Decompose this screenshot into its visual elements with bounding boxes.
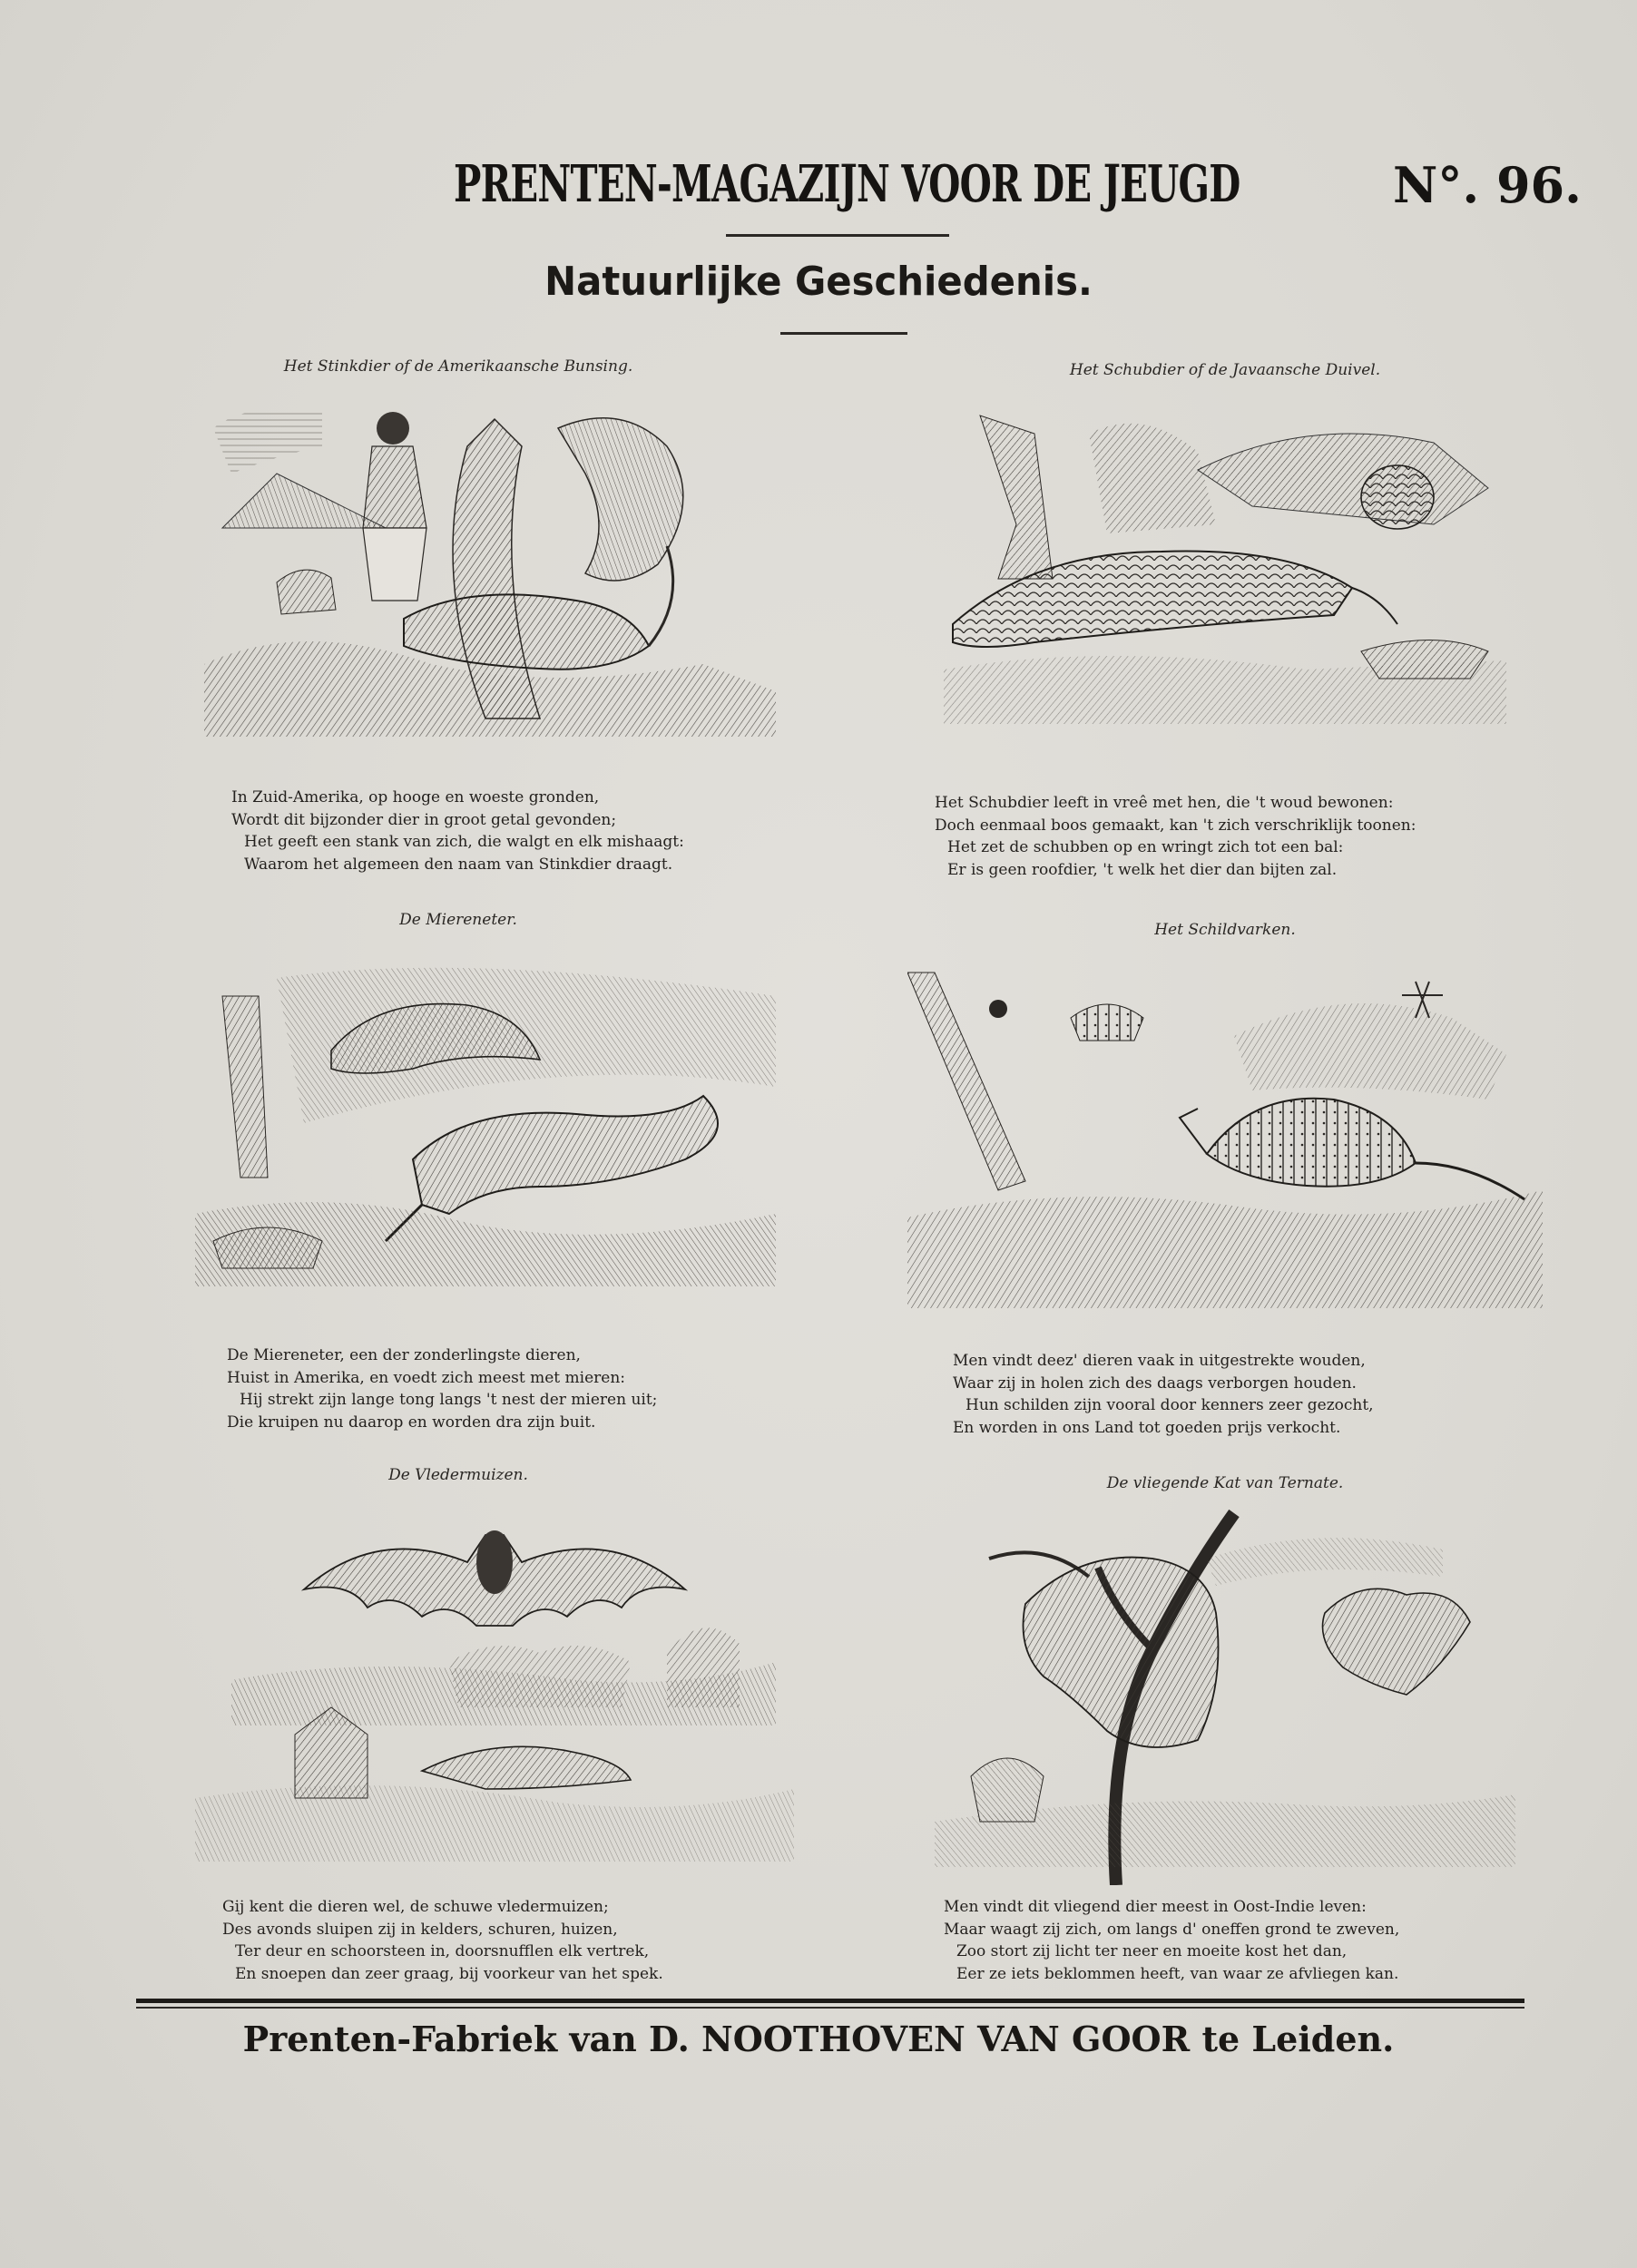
title-rule — [726, 234, 949, 237]
panel-vledermuizen — [177, 1461, 812, 1996]
panel-schildvarken — [907, 907, 1543, 1452]
panel-caption: Het Stinkdier of de Amerikaansche Bunsing. — [283, 357, 633, 376]
verse-line: Het zet de schubben op en wringt zich tot een bal: — [947, 838, 1344, 856]
verse-line: En worden in ons Land tot goeden prijs verkocht. — [953, 1418, 1341, 1437]
panel-caption: Het Schubdier of de Javaansche Duivel. — [1069, 361, 1381, 379]
verse-line: Het Schubdier leeft in vreê met hen, die 't woud bewonen: — [935, 794, 1394, 812]
panel-verse — [935, 792, 1570, 881]
header — [0, 154, 1637, 218]
panel-caption: Het Schildvarken. — [1154, 921, 1296, 939]
verse-line: Zoo stort zij licht ter neer en moeite kost het dan, — [956, 1942, 1348, 1960]
subtitle: Natuurlijke Geschiedenis. — [544, 259, 1093, 305]
verse-line: Het geeft een stank van zich, die walgt en elk mishaagt: — [244, 833, 684, 851]
subtitle-rule — [780, 332, 907, 335]
verse-line: Huist in Amerika, en voedt zich meest met mieren: — [227, 1368, 626, 1387]
pangolin-engraving — [907, 397, 1543, 778]
panel-schubdier — [907, 354, 1543, 889]
verse-line: Die kruipen nu daarop en worden dra zijn buit. — [227, 1413, 596, 1432]
armadillo-engraving — [907, 954, 1543, 1326]
verse-line: De Miereneter, een der zonderlingste dieren, — [227, 1346, 581, 1364]
verse-line: Doch eenmaal boos gemaakt, kan 't zich verschriklijk toonen: — [935, 816, 1416, 835]
verse-line: Des avonds sluipen zij in kelders, schuren, huizen, — [222, 1920, 618, 1939]
verse-line: Hun schilden zijn vooral door kenners zeer gezocht, — [966, 1396, 1374, 1414]
verse-line: Waarom het algemeen den naam van Stinkdier draagt. — [244, 855, 673, 874]
verse-line: Er is geen roofdier, 't welk het dier dan bijten zal. — [947, 860, 1338, 879]
publisher-imprint: Prenten-Fabriek van D. NOOTHOVEN VAN GOOR te Leiden. — [242, 2019, 1395, 2059]
panel-verse — [944, 1896, 1579, 1985]
panel-verse — [227, 1344, 862, 1433]
panel-miereneter — [177, 907, 812, 1442]
verse-line: Eer ze iets beklommen heeft, van waar ze afvliegen kan. — [956, 1964, 1399, 1983]
footer-rule-thin — [136, 2007, 1524, 2009]
main-title: PRENTEN-MAGAZIJN VOOR DE JEUGD — [454, 154, 1240, 214]
bat-engraving — [177, 1499, 812, 1880]
verse-line: Men vindt dit vliegend dier meest in Oost-Indie leven: — [944, 1898, 1367, 1916]
panel-stinkdier — [177, 354, 812, 889]
flying-lemur-engraving — [907, 1504, 1543, 1885]
verse-line: Hij strekt zijn lange tong langs 't nest der mieren uit; — [240, 1391, 658, 1409]
issue-number: N°. 96. — [1393, 156, 1582, 214]
panel-verse — [953, 1350, 1588, 1439]
verse-line: Gij kent die dieren wel, de schuwe vledermuizen; — [222, 1898, 609, 1916]
panel-verse — [231, 787, 867, 875]
verse-line: Waar zij in holen zich des daags verborgen houden. — [953, 1374, 1357, 1393]
panel-verse — [222, 1896, 858, 1985]
verse-line: Men vindt deez' dieren vaak in uitgestrekte wouden, — [953, 1352, 1366, 1370]
verse-line: In Zuid-Amerika, op hooge en woeste gronden, — [231, 788, 600, 807]
verse-line: Ter deur en schoorsteen in, doorsnufflen elk vertrek, — [235, 1942, 650, 1960]
panel-caption: De vliegende Kat van Ternate. — [1106, 1474, 1344, 1492]
panel-caption: De Miereneter. — [399, 911, 517, 929]
verse-line: Maar waagt zij zich, om langs d' oneffen grond te zweven, — [944, 1920, 1400, 1939]
skunk-engraving — [177, 392, 812, 773]
anteater-engraving — [177, 942, 812, 1323]
verse-line: Wordt dit bijzonder dier in groot getal gevonden; — [231, 810, 617, 829]
verse-line: En snoepen dan zeer graag, bij voorkeur van het spek. — [235, 1964, 663, 1983]
panel-vliegende-kat — [907, 1461, 1543, 1996]
panel-caption: De Vledermuizen. — [388, 1466, 528, 1484]
footer-rule-thick — [136, 1999, 1524, 2003]
